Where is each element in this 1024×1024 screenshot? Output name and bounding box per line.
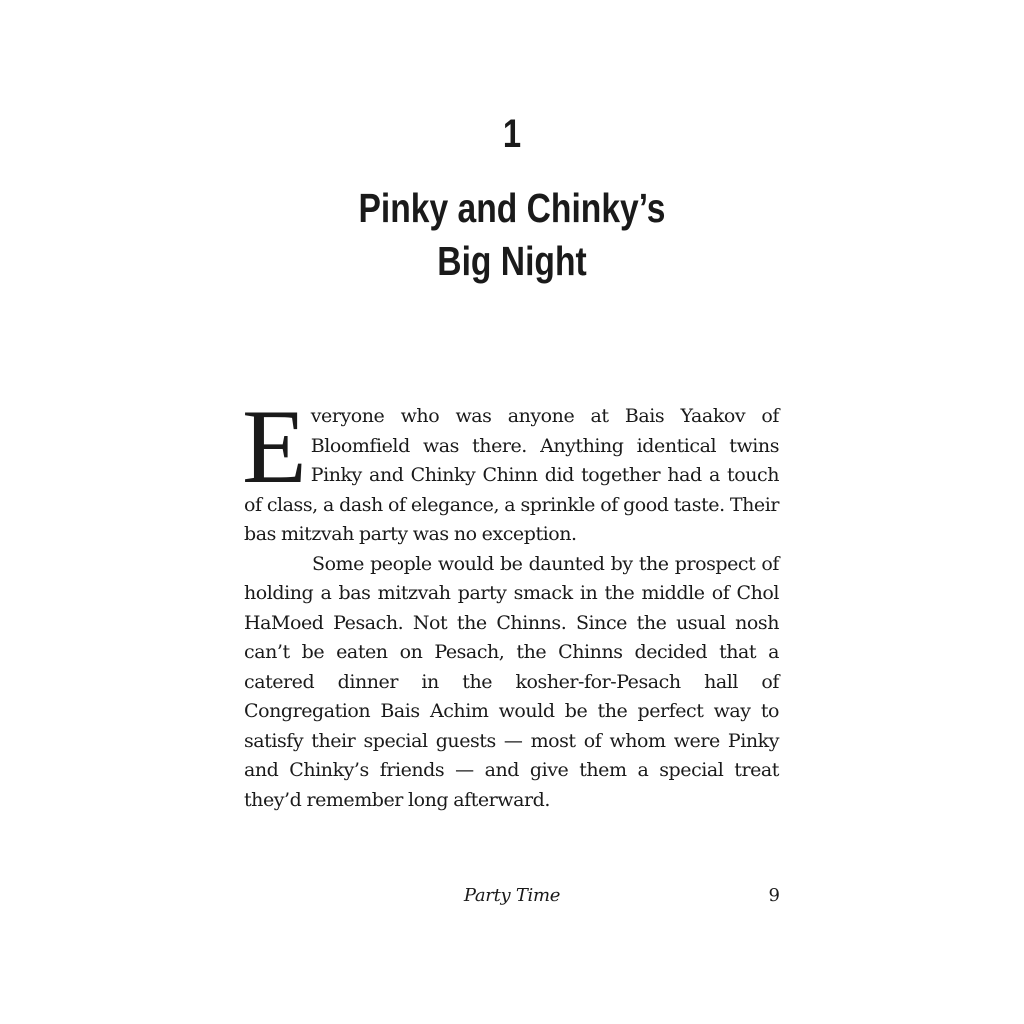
chapter-number: 1 — [502, 112, 522, 156]
chapter-title-line-2: Big Night — [437, 238, 587, 284]
chapter-title-line-1: Pinky and Chinky’s — [358, 185, 666, 231]
drop-cap: E — [242, 388, 307, 505]
paragraph-2: Some people would be daunted by the prospect of holding a bas mitzvah party smack in the middle of Chol HaMoed Pesach. Not the Chinns. Since the usual nosh can’t be eaten on Pesach, the Chinns decided that a catered dinner in the kosher-for-Pesach hall of Congregation Bais Achim would be the perfect way to satisfy their special guests — most of whom were Pinky and Chinky’s friends — and give them a special treat they’d remember long afterward. — [244, 552, 779, 811]
page-number: 9 — [768, 885, 780, 906]
running-footer-title: Party Time — [463, 885, 561, 906]
chapter-title — [92, 182, 932, 288]
body-text — [242, 388, 779, 815]
paragraph-1-text: veryone who was anyone at Bais Yaakov of Bloomfield was there. Anything identical twins Pinky and Chinky Chinn did together had a touch of class, a dash of elegance, a sprinkle of good taste. Their bas mitzvah party was no exception. — [244, 405, 779, 545]
paragraph-1 — [242, 388, 779, 550]
